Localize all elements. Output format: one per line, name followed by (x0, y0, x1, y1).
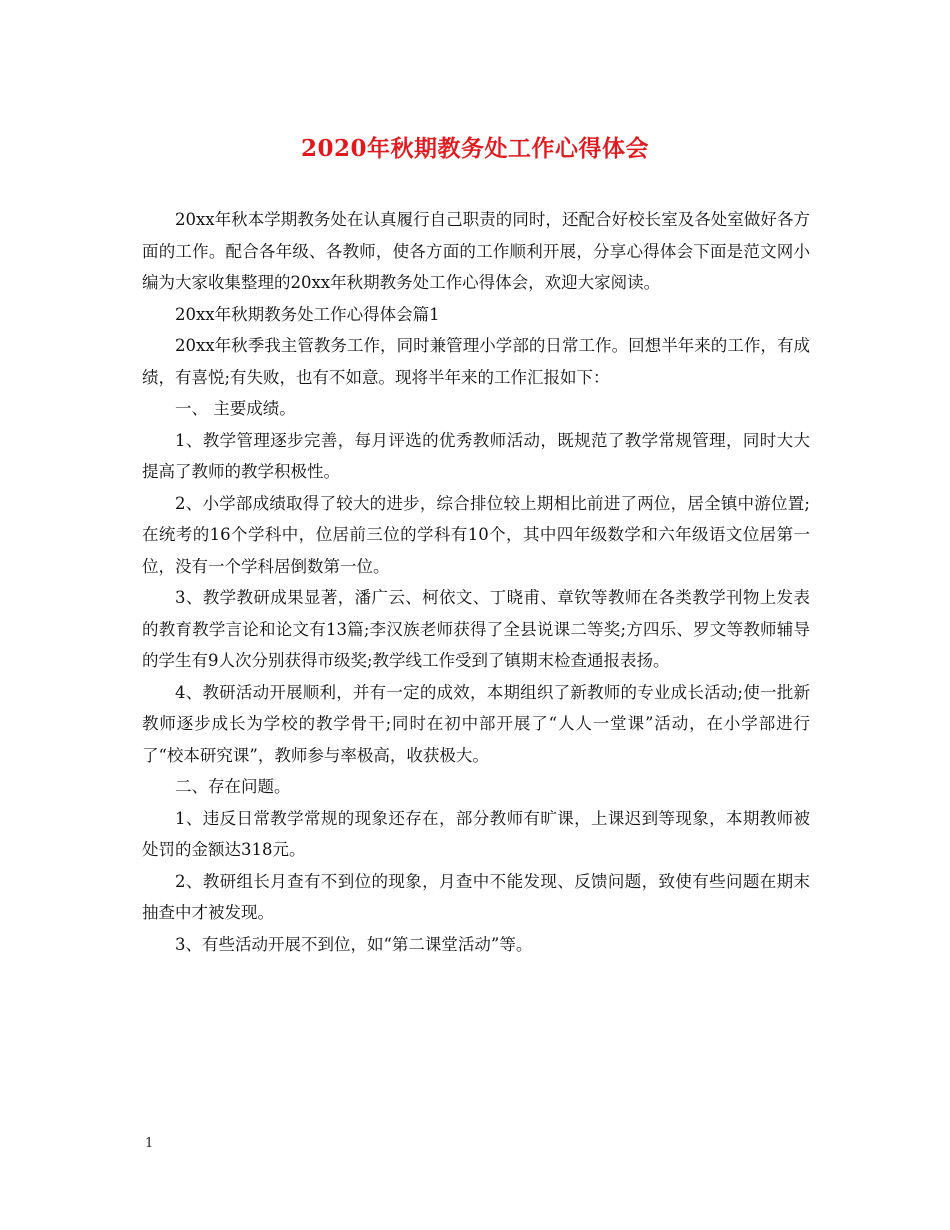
section-heading-problems: 二、存在问题。 (175, 777, 291, 796)
paragraph-overview: 20xx年秋季我主管教务工作，同时兼管理小学部的日常工作。回想半年来的工作，有成绩，有喜悦;有失败，也有不如意。现将半年来的工作汇报如下： (142, 336, 810, 387)
paragraph-achievement-3: 3、教学教研成果显著，潘广云、柯依文、丁晓甫、章钦等教师在各类教学刊物上发表的教育教学言论和论文有13篇;李汉族老师获得了全县说课二等奖;方四乐、罗文等教师辅导的学生有9人次分别获得市级奖;教学线工作受到了镇期末检查通报表扬。 (142, 588, 810, 670)
paragraph-problem-3: 3、有些活动开展不到位，如“第二课堂活动”等。 (175, 934, 533, 954)
page-number: 1 (145, 1136, 154, 1151)
section-heading-achievements: 一、 主要成绩。 (175, 399, 296, 418)
paragraph-problem-2: 2、教研组长月查有不到位的现象，月查中不能发现、反馈问题，致使有些问题在期末抽查中才被发现。 (142, 871, 810, 922)
paragraph-intro: 20xx年秋本学期教务处在认真履行自己职责的同时，还配合好校长室及各处室做好各方面的工作。配合各年级、各教师，使各方面的工作顺利开展，分享心得体会下面是范文网小编为大家收集整理的20xx年秋期教务处工作心得体会，欢迎大家阅读。 (142, 210, 810, 292)
paragraph-achievement-2: 2、小学部成绩取得了较大的进步，综合排位较上期相比前进了两位，居全镇中游位置;在统考的16个学科中，位居前三位的学科有10个，其中四年级数学和六年级语文位居第一位，没有一个学科居倒数第一位。 (142, 493, 810, 576)
paragraph-achievement-1: 1、教学管理逐步完善，每月评选的优秀教师活动，既规范了教学常规管理，同时大大提高了教师的教学积极性。 (142, 430, 810, 481)
paragraph-problem-1: 1、违反日常教学常规的现象还存在，部分教师有旷课，上课迟到等现象，本期教师被处罚的金额达318元。 (142, 808, 810, 859)
document-body (142, 204, 810, 960)
paragraph-achievement-4: 4、教研活动开展顺利，并有一定的成效，本期组织了新教师的专业成长活动;使一批新教师逐步成长为学校的教学骨干;同时在初中部开展了“人人一堂课”活动，在小学部进行了“校本研究课”，教师参与率极高，收获极大。 (142, 682, 810, 765)
paragraph-subtitle: 20xx年秋期教务处工作心得体会篇1 (175, 304, 440, 324)
document-title: 2020年秋期教务处工作心得体会 (300, 135, 649, 162)
